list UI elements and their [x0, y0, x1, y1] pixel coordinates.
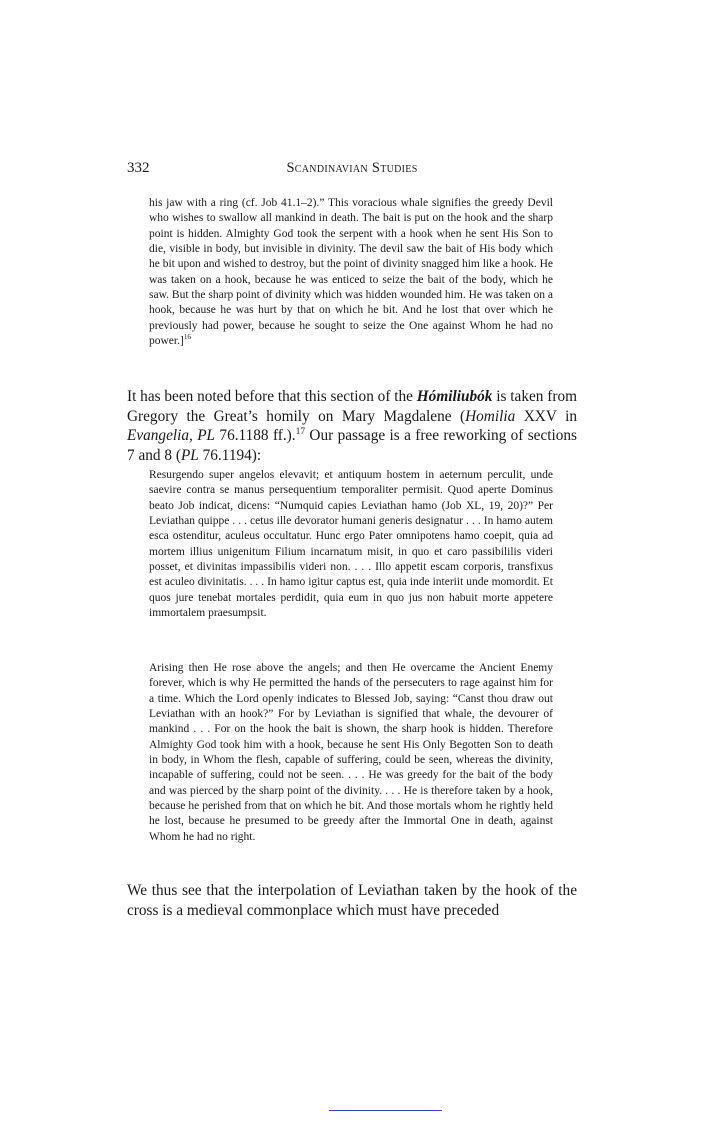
paragraph-text: 76.1194):	[198, 446, 262, 464]
paragraph-text: It has been noted before that this section of the	[127, 388, 417, 405]
journal-title: Scandinavian Studies	[286, 160, 418, 176]
block-quote-continuation	[149, 196, 553, 349]
translation-text: Arising then He rose above the angels; and then He overcame the Ancient Enemy forever, which is why He permitted the hands of the persecuters to rage against him for a time. Which the Lord openly indicates to Blessed Job, saying: “Canst thou draw out Leviathan with an hook?” For by Leviathan is signified that whale, the devourer of mankind . . . For on the hook the bait is shown, the sharp hook is hidden. Therefore Almighty God took him with a hook, because he sent His Only Begotten Son to death in body, in Whom the flesh, capable of suffering, could be seen, whereas the divinity, incapable of suffering, could not be seen. . . . He was greedy for the bait of the body and was pierced by the sharp point of the divinity. . . . He is therefore taken by a hook, because he perished from that on which he bit. And those mortals whom he rightly held he lost, because he presumed to be greedy after the Immortal One in death, against Whom he had no right.	[149, 662, 553, 843]
paragraph-text: Our passage is a free reworking of sections 7 and 8 (	[127, 427, 577, 464]
abbr-pl: PL	[180, 446, 199, 464]
body-paragraph-1	[127, 387, 577, 465]
title-homilia: Homilia	[465, 407, 516, 425]
page-number: 332	[127, 160, 150, 176]
paragraph-text: is taken from Gregory the Great’s homily on Mary Magdalene (	[127, 388, 577, 425]
paragraph-text: 76.1188 ff.).	[215, 427, 296, 445]
running-head	[127, 160, 577, 180]
english-translation	[149, 661, 553, 845]
quote-text: his jaw with a ring (cf. Job 41.1–2).” This voracious whale signifies the greedy Devil who wishes to swallow all mankind in death. The bait is put on the hook and the sharp point is hidden. Almighty God took the serpent with a hook when he sent His Son to die, visible in body, but invisible in divinity. The devil saw the bait of His body which he bit upon and wished to destroy, but the point of divinity snagged him like a hook. He was taken on a hook, because he was enticed to seize the bait of the body, which he saw. But the sharp point of divinity which was hidden wounded him. He was taken on a hook, because he was hurt by that on which he bit. And he lost that over which he previously had power, because he sought to seize the One against Whom he had no power.]	[149, 197, 553, 348]
footnote-ref-16: 16	[183, 333, 191, 342]
title-evangelia: Evangelia, PL	[127, 427, 216, 445]
body-paragraph-2	[127, 881, 577, 920]
paragraph-text: XXV in	[515, 407, 577, 425]
latin-text: Resurgendo super angelos elevavit; et antiquum hostem in aeternum perculit, unde saevire contra se manus persequentium temporaliter permisit. Quod aperte Dominus beato Job indicat, dicens: “Numquid capies Leviathan hamo (Job XL, 19, 20)?” Per Leviathan quippe . . . cetus ille devorator humani generis designatur . . . In hamo autem esca ostenditur, aculeus occultatur. Hunc ergo Pater omnipotens hamo coepit, quia ad mortem illius unigenitum Filium incarnatum misit, in quo et caro passibililis videri posset, et divinitas impassibilis videri non. . . . Illo appetit escam corporis, transfixus est aculeo divinitatis. . . . In hamo igitur captus est, quia inde interiit unde momordit. Et quos jure tenebat mortales perdidit, quia eum in quo jus non habuit morte appetere immortalem praesumpsit.	[149, 469, 553, 620]
footnote-ref-17: 17	[295, 427, 306, 438]
latin-quotation	[149, 468, 553, 621]
title-homiliubok: Hómiliubók	[416, 388, 493, 405]
paragraph-text: We thus see that the interpolation of Leviathan taken by the hook of the cross is a medieval commonplace which must have preceded	[127, 882, 577, 919]
footnote-rule	[329, 1110, 442, 1111]
